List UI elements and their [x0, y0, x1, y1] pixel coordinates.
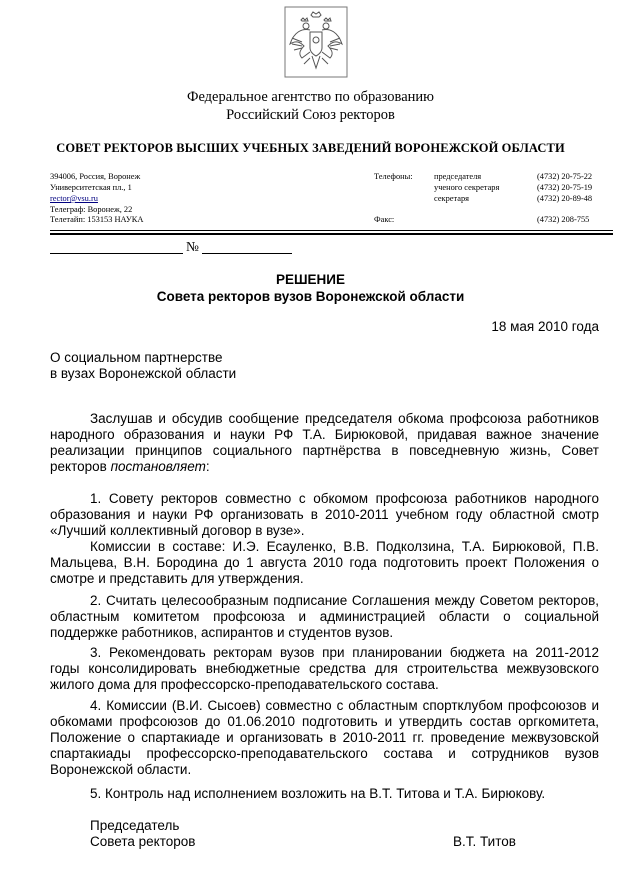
phones-label: Телефоны: — [374, 172, 413, 181]
council-name: СОВЕТ РЕКТОРОВ ВЫСШИХ УЧЕБНЫХ ЗАВЕДЕНИЙ ВОРОНЕЖСКОЙ ОБЛАСТИ — [56, 141, 565, 155]
header-divider-thin — [50, 230, 613, 231]
item-4: 4. Комиссии (В.И. Сысоев) совместно с областным спортклубом профсоюзов и обкомами профсоюзов до 01.06.2010 подготовить и утвердить состав оргкомитета, Положение о спартакиаде и организовать в 2010-2011 гг. проведение межвузовской спартакиады профессорско-преподавательского состава и сотрудников вузов Воронежской области. — [50, 698, 599, 777]
telegraph-line: Телеграф: Воронеж, 22 — [50, 205, 133, 214]
document-title: РЕШЕНИЕ — [275, 272, 346, 287]
item-3: 3. Рекомендовать ректорам вузов при планировании бюджета на 2011-2012 годы консолидировать внебюджетные средства для строительства межвузовского жилого дома для профессорско-преподавательского состава. — [50, 645, 599, 692]
item-1: 1. Совету ректоров совместно с обкомом профсоюза работников народного образования и науки РФ организовать в 2010-2011 учебном году областной смотр «Лучший коллективный договор в вузе». — [50, 491, 599, 538]
number-blank-line — [202, 253, 292, 254]
intro-colon: : — [205, 459, 210, 474]
subject-line-2: в вузах Воронежской области — [50, 366, 237, 381]
phone-number-1: (4732) 20-75-22 — [537, 172, 593, 181]
signature-title-1: Председатель — [90, 818, 180, 833]
email-link[interactable]: rector@vsu.ru — [50, 194, 98, 203]
phone-role-secretary-2: секретаря — [434, 194, 470, 203]
date-blank-line — [50, 253, 183, 254]
document-subtitle: Совета ректоров вузов Воронежской области — [156, 289, 465, 304]
item-2: 2. Считать целесообразным подписание Соглашения между Советом ректоров, областным комитетом профсоюза и администрацией области о социальной поддержке работников, аспирантов и студентов вузов. — [50, 593, 599, 640]
fax-label: Факс: — [374, 215, 395, 224]
intro-text: Заслушав и обсудив сообщение председателя обкома профсоюза работников народного образования и науки РФ Т.А. Бирюковой, придавая важное значение реализации принципов социального партнёрства в повседневную жизнь, Совет ректоров — [50, 411, 599, 474]
address-line-1: 394006, Россия, Воронеж — [50, 172, 141, 181]
coat-of-arms-emblem — [284, 6, 348, 78]
document-date: 18 мая 2010 года — [491, 319, 599, 334]
intro-emphasis: постановляет — [110, 459, 206, 474]
item-5: 5. Контроль над исполнением возложить на В.Т. Титова и Т.А. Бирюкову. — [90, 786, 546, 801]
intro-paragraph — [50, 411, 599, 475]
item-1-commission: Комиссии в составе: И.Э. Есауленко, В.В. Подколзина, Т.А. Бирюковой, П.В. Мальцева, В.Н. Бородина до 1 августа 2010 года подготовить проект Положения о смотре и представить для утверждения. — [50, 539, 599, 586]
agency-name: Федеральное агентство по образованию — [186, 89, 434, 105]
header-divider-thick — [50, 233, 613, 235]
address-line-2: Университетская пл., 1 — [50, 183, 132, 192]
fax-number: (4732) 208-755 — [537, 215, 590, 224]
phone-role-secretary: ученого секретаря — [434, 183, 500, 192]
number-sign: № — [186, 239, 199, 254]
phone-number-2: (4732) 20-75-19 — [537, 183, 593, 192]
union-name: Российский Союз ректоров — [226, 107, 395, 123]
phone-role-chairman: председателя — [434, 172, 482, 181]
subject-line-1: О социальном партнерстве — [50, 350, 223, 365]
signature-title-2: Совета ректоров — [90, 834, 196, 849]
teletype-line: Телетайп: 153153 НАУКА — [50, 215, 144, 224]
signer-name: В.Т. Титов — [453, 834, 516, 849]
phone-number-3: (4732) 20-89-48 — [537, 194, 593, 203]
